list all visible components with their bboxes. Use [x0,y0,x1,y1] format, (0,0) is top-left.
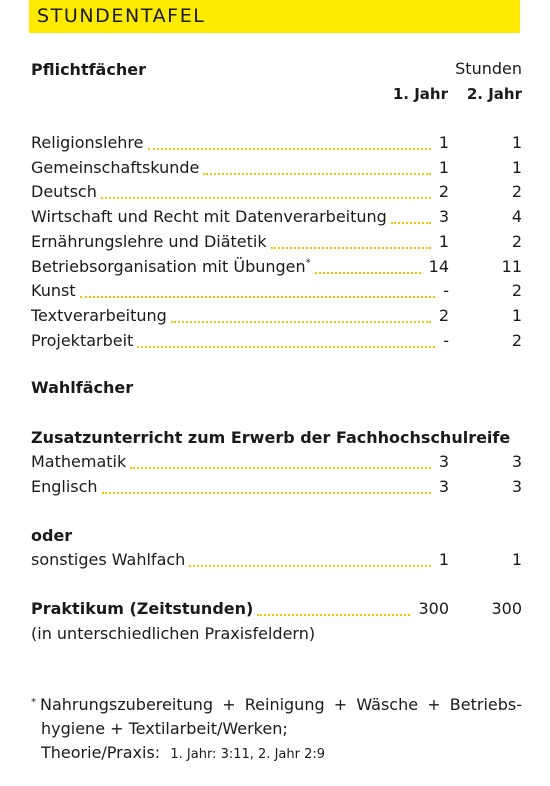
footnote-line [31,693,522,717]
row-label: Mathematik [31,452,127,471]
footnote-line [31,741,522,767]
row-label: Textverarbeitung [31,305,167,325]
year2-value: 2 [511,231,522,251]
section-wahlfaecher: Wahlfächer [31,378,134,397]
footnote-marker: * [31,697,36,708]
dotted-leader [189,565,431,567]
table-row [31,207,522,229]
year2-value: 2 [511,182,522,202]
row-label: Projektarbeit [31,330,134,350]
oder-label: oder [31,526,73,545]
year1-value: 1 [438,133,449,152]
row-label: Betriebsorganisation mit Übungen* [31,256,311,276]
table-row [31,452,522,474]
dotted-leader [203,173,430,175]
year2-value: 1 [511,133,522,152]
footnote-line: hygiene + Textilarbeit/Werken; [41,719,288,738]
row-label: Kunst [31,281,76,301]
footnote [31,693,522,767]
table-row [31,550,522,572]
year1-value: 2 [438,182,449,202]
table-row [31,158,522,180]
dotted-leader [257,614,410,616]
table-row [31,281,522,303]
year1-value: - [443,281,449,301]
praktikum-note: (in unterschiedlichen Praxisfeldern) [31,624,316,643]
table-row [31,182,522,204]
footnote-marker: * [305,257,311,269]
year2-value: 3 [511,477,522,496]
row-label: Ernährungslehre und Diätetik [31,231,267,251]
footnote-theorie-detail: 1. Jahr: 3:11, 2. Jahr 2:9 [170,747,326,762]
row-label: Praktikum (Zeitstunden) [31,599,254,618]
year1-value: 3 [438,477,449,496]
table-row [31,232,522,254]
year2-value: 2 [511,281,522,301]
year1-value: 14 [428,256,449,276]
year2-value: 300 [491,599,522,618]
page-title: STUNDENTAFEL [37,5,206,27]
praktikum-row [31,599,522,621]
table-row [31,331,522,353]
table-row [31,477,522,499]
row-label: Englisch [31,477,98,496]
year1-value: 3 [438,207,449,227]
year2-value: 1 [511,550,522,569]
row-label: Religionslehre [31,133,144,152]
year2-value: 3 [511,452,522,471]
footnote-theorie-label: Theorie/Praxis: [41,743,161,762]
dotted-leader [148,148,431,150]
row-label: Wirtschaft und Recht mit Datenverarbeitung [31,207,387,227]
dotted-leader [130,467,431,469]
hours-label: Stunden [455,59,522,78]
year1-header: 1. Jahr [392,85,448,103]
section-zusatzunterricht: Zusatzunterricht zum Erwerb der Fachhochschulreife [31,428,511,447]
year1-value: 1 [438,157,449,177]
year2-value: 1 [511,305,522,325]
year2-value: 2 [511,330,522,350]
dotted-leader [101,197,431,199]
year2-value: 11 [501,256,522,276]
dotted-leader [271,247,431,249]
year1-value: 1 [438,231,449,251]
dotted-leader [171,321,431,323]
year2-value: 1 [511,157,522,177]
footnote-text-1: Nahrungszubereitung + Reinigung + Wäsche + Betriebs- [40,695,522,714]
row-label: Gemeinschaftskunde [31,157,200,177]
table-row [31,133,522,155]
year1-value: 1 [438,550,449,569]
year1-value: - [443,330,449,350]
dotted-leader [315,272,421,274]
year1-value: 300 [418,599,449,618]
year2-value: 4 [511,207,522,227]
dotted-leader [391,222,431,224]
row-label: sonstiges Wahlfach [31,550,186,569]
table-row [31,306,522,328]
section-pflichtfaecher: Pflichtfächer [31,60,146,79]
year2-header: 2. Jahr [466,85,522,103]
dotted-leader [102,492,431,494]
year1-value: 3 [438,452,449,471]
row-label: Deutsch [31,182,97,202]
year1-value: 2 [438,305,449,325]
dotted-leader [80,296,436,298]
table-row [31,257,522,279]
dotted-leader [137,346,435,348]
